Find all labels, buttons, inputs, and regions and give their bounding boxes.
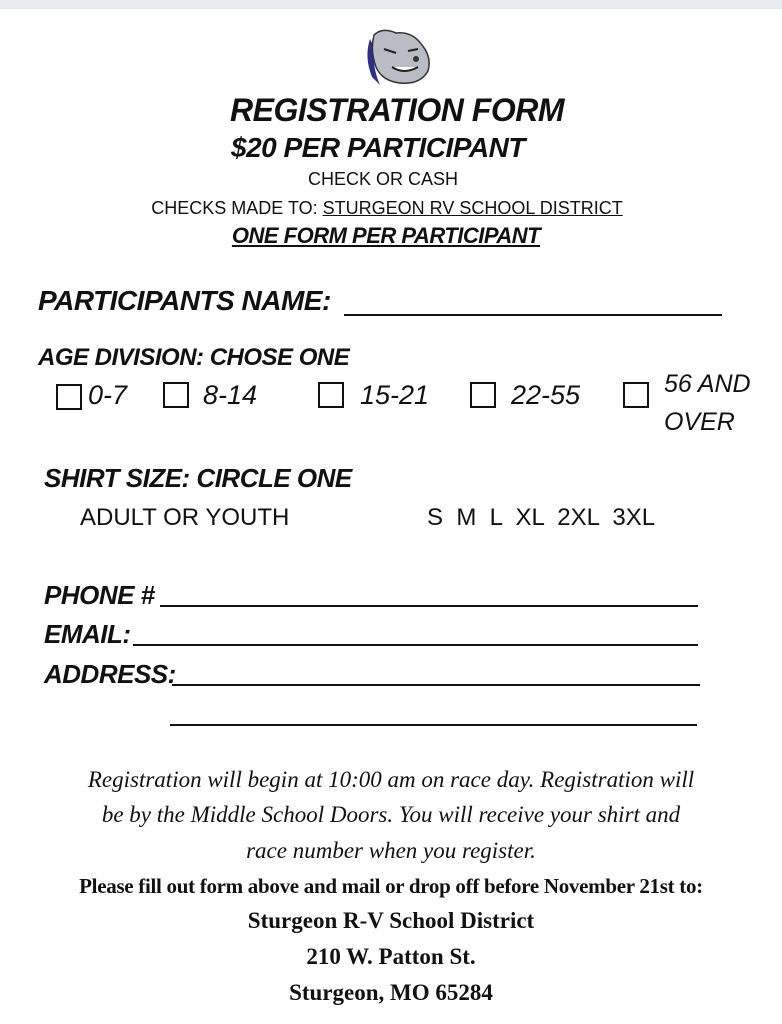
price-text: $20 PER PARTICIPANT: [231, 132, 525, 163]
age-checkbox-15-21[interactable]: [318, 382, 344, 408]
age-checkbox-22-55[interactable]: [470, 382, 496, 408]
email-label: EMAIL:: [44, 619, 131, 649]
address-field[interactable]: [172, 684, 700, 686]
name-field[interactable]: [344, 314, 722, 316]
age-option-label: OVER: [664, 408, 735, 436]
address-org: Sturgeon R-V School District: [247, 908, 535, 933]
age-checkbox-56-over[interactable]: [623, 382, 649, 408]
info-line: race number when you register.: [246, 838, 536, 863]
age-checkbox-8-14[interactable]: [163, 382, 189, 408]
shirt-sizes: S M L XL 2XL 3XL: [427, 504, 656, 531]
one-form-notice: ONE FORM PER PARTICIPANT: [231, 223, 541, 248]
shirt-label: SHIRT SIZE: CIRCLE ONE: [44, 463, 352, 493]
checks-line: [0, 199, 778, 217]
form-title: REGISTRATION FORM: [230, 92, 564, 128]
age-option-label: 56 AND: [664, 370, 751, 398]
age-checkbox-0-7[interactable]: [56, 384, 82, 410]
phone-label: PHONE #: [44, 580, 155, 610]
phone-field[interactable]: [160, 605, 698, 607]
payment-text: CHECK OR CASH: [307, 169, 459, 189]
address-street: 210 W. Patton St.: [306, 944, 476, 969]
address-label: ADDRESS:: [44, 659, 176, 689]
age-option-label: 8-14: [203, 380, 258, 410]
name-label: PARTICIPANTS NAME:: [38, 285, 331, 316]
email-field[interactable]: [133, 644, 698, 646]
age-option-label: 0-7: [88, 380, 128, 410]
checks-payee: STURGEON RV SCHOOL DISTRICT: [322, 198, 623, 218]
info-line: be by the Middle School Doors. You will receive your shirt and: [101, 802, 681, 827]
shirt-type: ADULT OR YOUTH: [80, 504, 290, 531]
address-city: Sturgeon, MO 65284: [289, 980, 493, 1005]
age-option-label: 22-55: [511, 380, 581, 410]
info-line: Registration will begin at 10:00 am on race day. Registration will: [87, 767, 695, 792]
top-bar: [0, 0, 782, 9]
age-option-label: 15-21: [360, 380, 430, 410]
age-label: AGE DIVISION: CHOSE ONE: [38, 344, 350, 371]
checks-prefix: CHECKS MADE TO:: [151, 198, 323, 218]
address-field-line-2[interactable]: [170, 724, 697, 726]
bulldog-logo-icon: [362, 27, 434, 89]
mail-instructions: Please fill out form above and mail or drop off before November 21st to:: [79, 874, 703, 898]
